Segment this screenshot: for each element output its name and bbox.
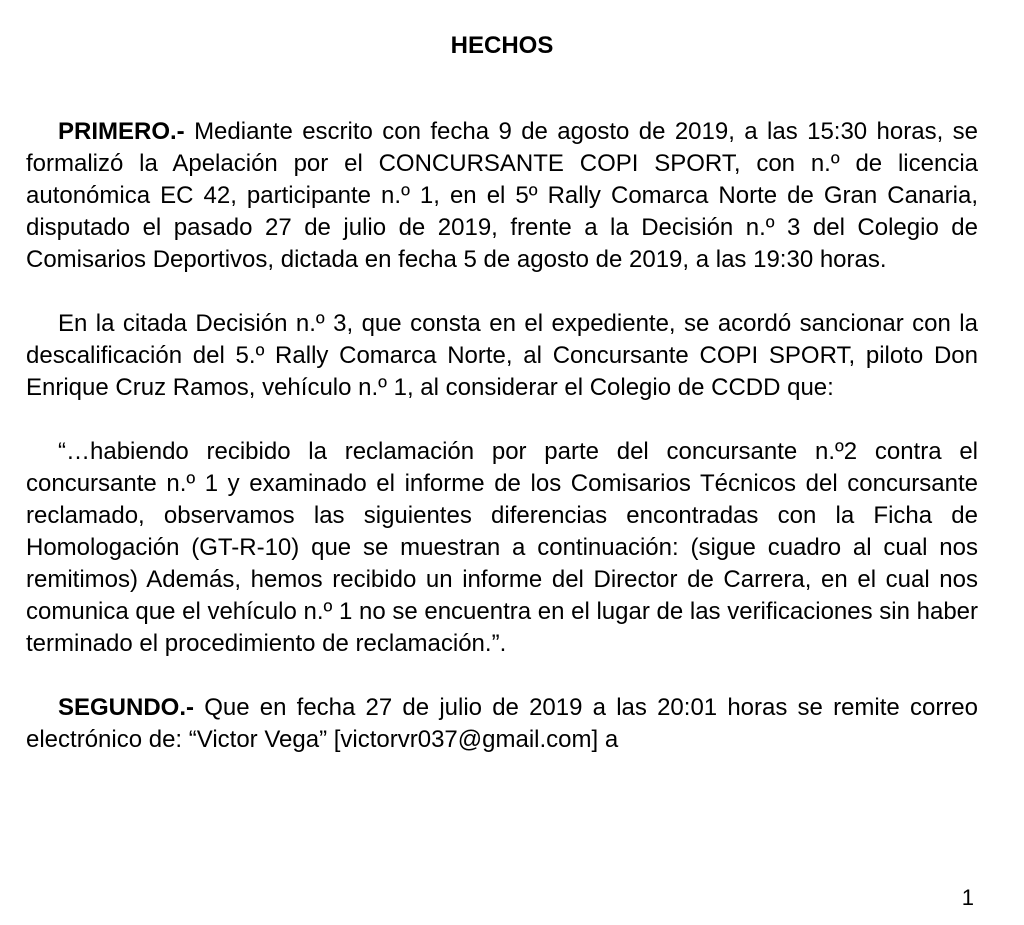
paragraph-lead-segundo: SEGUNDO.- [58, 694, 195, 721]
paragraph-text-decision: En la citada Decisión n.º 3, que consta en el expediente, se acordó sancionar con la descalificación del 5.º Rally Comarca Norte, al Concursante COPI SPORT, piloto Don Enrique Cruz Ramos, vehículo n.º 1, al considerar el Colegio de CCDD que: [26, 310, 978, 401]
paragraph-segundo [26, 692, 978, 756]
paragraph-decision [26, 308, 978, 404]
paragraph-lead-primero: PRIMERO.- [58, 118, 185, 145]
paragraph-quote [26, 436, 978, 660]
paragraph-text-quote: “…habiendo recibido la reclamación por parte del concursante n.º2 contra el concursante n.º 1 y examinado el informe de los Comisarios Técnicos del concursante reclamado, observamos las siguientes diferencias encontradas con la Ficha de Homologación (GT-R-10) que se muestran a continuación: (sigue cuadro al cual nos remitimos) Además, hemos recibido un informe del Director de Carrera, en el cual nos comunica que el vehículo n.º 1 no se encuentra en el lugar de las verificaciones sin haber terminado el procedimiento de reclamación.”. [26, 438, 979, 657]
document-page [26, 30, 978, 756]
paragraph-text-primero: Mediante escrito con fecha 9 de agosto de 2019, a las 15:30 horas, se formalizó la Apelación por el CONCURSANTE COPI SPORT, con n.º de licencia autonómica EC 42, participante n.º 1, en el 5º Rally Comarca Norte de Gran Canaria, disputado el pasado 27 de julio de 2019, frente a la Decisión n.º 3 del Colegio de Comisarios Deportivos, dictada en fecha 5 de agosto de 2019, a las 19:30 horas. [26, 118, 978, 273]
page-number: 1 [961, 885, 974, 910]
section-title: HECHOS [450, 32, 554, 59]
paragraph-text-segundo: Que en fecha 27 de julio de 2019 a las 20:01 horas se remite correo electrónico de: “Victor Vega” [victorvr037@gmail.com] a [26, 694, 978, 753]
paragraph-primero [26, 116, 978, 276]
